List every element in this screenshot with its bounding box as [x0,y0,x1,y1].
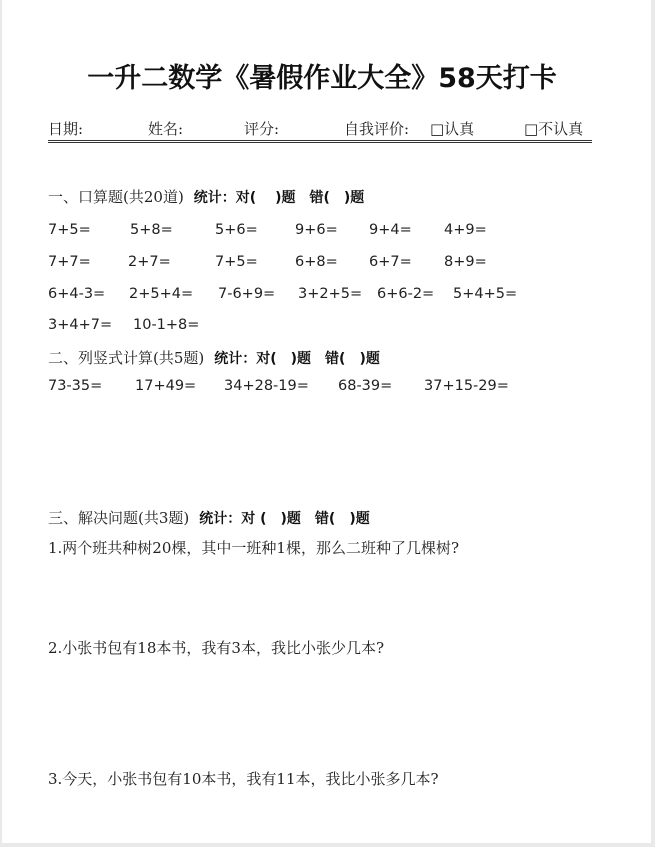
equation: 2+7= [128,254,171,270]
equation: 37+15-29= [424,378,509,394]
equation-row [2,317,651,337]
section-3-heading [48,507,370,528]
equation: 5+6= [215,222,258,238]
word-problem: 3.今天，小张书包有10本书，我有11本，我比小张多几本? [48,770,439,788]
name-label: 姓名: [148,120,184,138]
equation: 5+4+5= [453,286,518,302]
section-stat: 统计：对( )题 错( )题 [193,190,365,206]
equation: 7+5= [215,254,258,270]
section-stat: 统计：对 ( )题 错( )题 [199,511,370,527]
word-problem: 2.小张书包有18本书，我有3本，我比小张少几本? [48,639,384,657]
page-title: 一升二数学《暑假作业大全》58天打卡 [87,63,557,94]
equation: 6+4-3= [48,286,106,302]
equation-row [2,286,651,306]
section-title: 二、列竖式计算(共5题) [48,349,205,367]
equation: 4+9= [444,222,487,238]
equation: 7-6+9= [218,286,276,302]
equation: 7+5= [48,222,91,238]
section-1-heading [48,186,364,207]
equation: 9+4= [369,222,412,238]
equation: 68-39= [338,378,393,394]
equation: 9+6= [295,222,338,238]
equation: 6+8= [295,254,338,270]
section-title: 一、口算题(共20道) [48,188,184,206]
equation-row [2,222,651,242]
equation: 6+7= [369,254,412,270]
section-stat: 统计：对( )题 错( )题 [214,351,380,367]
worksheet-page [2,0,651,843]
equation: 2+5+4= [129,286,194,302]
equation: 6+6-2= [377,286,435,302]
equation: 3+4+7= [48,317,113,333]
equation: 17+49= [135,378,197,394]
equation: 7+7= [48,254,91,270]
section-title: 三、解决问题(共3题) [48,509,190,527]
checkbox-serious[interactable]: □认真 [430,120,475,138]
equation-row [2,254,651,274]
word-problem: 1.两个班共种树20棵，其中一班种1棵，那么二班种了几棵树? [48,539,459,557]
self-eval-label: 自我评价: [344,120,410,138]
equation: 8+9= [444,254,487,270]
equation: 3+2+5= [298,286,363,302]
equation: 34+28-19= [224,378,309,394]
equation: 10-1+8= [133,317,200,333]
equation: 73-35= [48,378,103,394]
equation: 5+8= [130,222,173,238]
checkbox-not-serious[interactable]: □不认真 [524,120,584,138]
student-info-row [48,118,592,143]
section-2-heading [48,347,380,368]
score-label: 评分: [244,120,280,138]
date-label: 日期: [48,120,84,138]
equation-row [2,378,651,398]
